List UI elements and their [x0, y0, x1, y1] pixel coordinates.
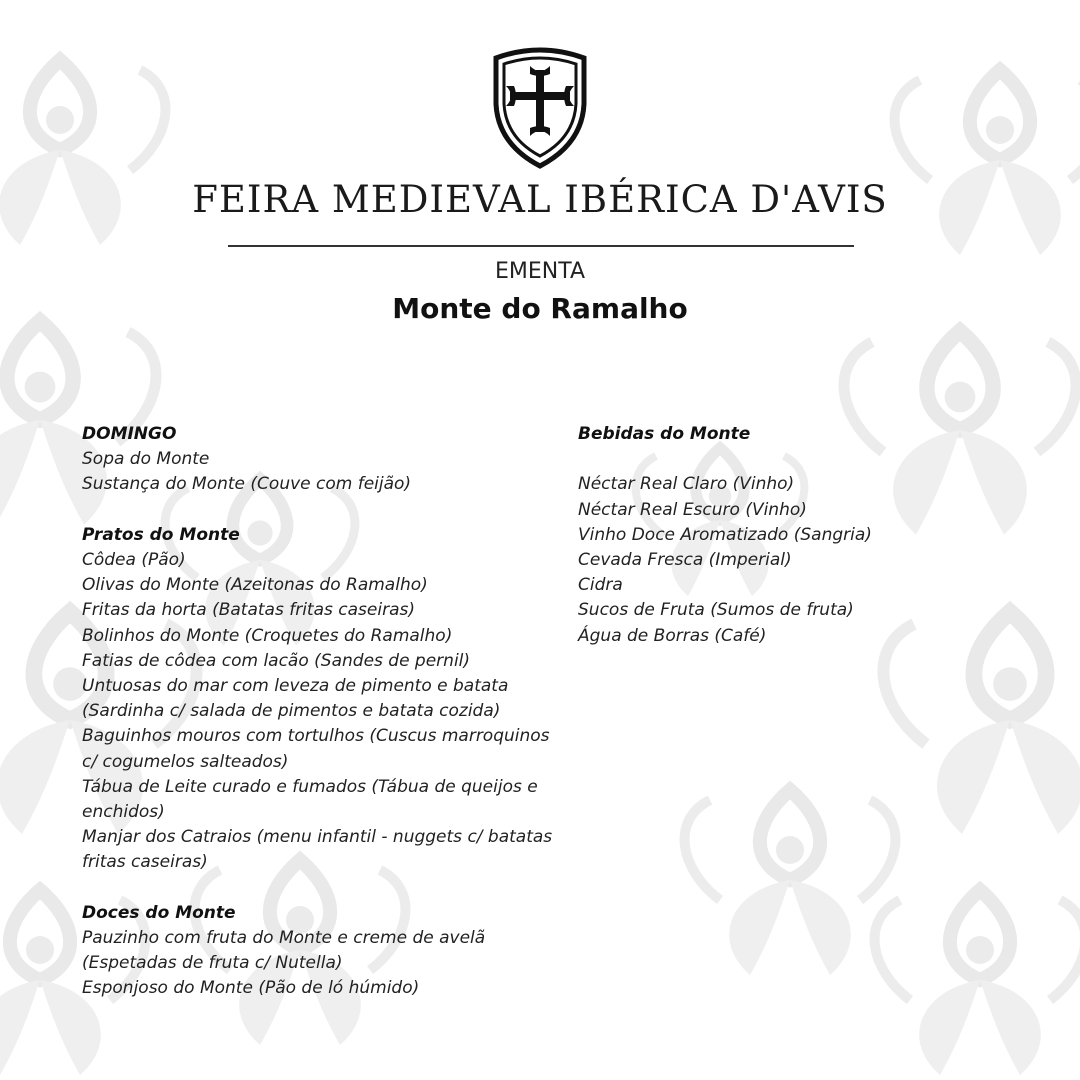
menu-item: Baguinhos mouros com tortulhos (Cuscus marroquinos c/ cogumelos salteados) [82, 726, 550, 772]
menu-right-column [578, 422, 998, 649]
menu-item: Pauzinho com fruta do Monte e creme de avelã (Espetadas de fruta c/ Nutella) [82, 928, 486, 974]
section-pratos [82, 523, 562, 876]
section-heading: Bebidas do Monte [578, 424, 751, 444]
menu-item: Esponjoso do Monte (Pão de ló húmido) [82, 978, 420, 999]
menu-item: Manjar dos Catraios (menu infantil - nuggets c/ batatas fritas caseiras) [82, 827, 553, 873]
menu-item: Untuosas do mar com leveza de pimento e batata (Sardinha c/ salada de pimentos e batata cozida) [82, 676, 509, 722]
section-heading: Doces do Monte [82, 902, 236, 923]
menu-item: Bolinhos do Monte (Croquetes do Ramalho) [82, 625, 453, 646]
menu-left-column [82, 422, 562, 1002]
menu-item: Água de Borras (Café) [578, 625, 767, 646]
menu-item: Néctar Real Claro (Vinho) [578, 474, 795, 495]
section-heading: Pratos do Monte [82, 524, 240, 545]
menu-item: Cidra [578, 575, 623, 596]
page-title: Monte do Ramalho [392, 292, 688, 325]
shield-cross-logo-icon [490, 46, 590, 170]
menu-item: Olivas do Monte (Azeitonas do Ramalho) [82, 575, 428, 596]
menu-item: Fatias de côdea com lacão (Sandes de pernil) [82, 650, 471, 671]
header-divider [228, 245, 854, 247]
section-heading: DOMINGO [82, 424, 177, 444]
menu-item: Sucos de Fruta (Sumos de fruta) [578, 600, 854, 621]
section-domingo [82, 422, 562, 498]
menu-item: Tábua de Leite curado e fumados (Tábua de queijos e enchidos) [82, 776, 538, 823]
menu-item: Cevada Fresca (Imperial) [578, 550, 792, 570]
menu-item: Néctar Real Escuro (Vinho) [578, 499, 807, 520]
menu-item: Sustança do Monte (Couve com feijão) [82, 474, 412, 495]
menu-item: Fritas da horta (Batatas fritas caseiras) [82, 600, 415, 621]
menu-item: Côdea (Pão) [82, 550, 186, 570]
menu-item: Vinho Doce Aromatizado (Sangria) [578, 524, 872, 545]
menu-subtitle: EMENTA [494, 259, 586, 284]
menu-item: Sopa do Monte [82, 449, 210, 470]
brand-wordmark: FEIRA MEDIEVAL IBÉRICA D'AVIS [192, 178, 888, 221]
section-doces [82, 901, 562, 1002]
